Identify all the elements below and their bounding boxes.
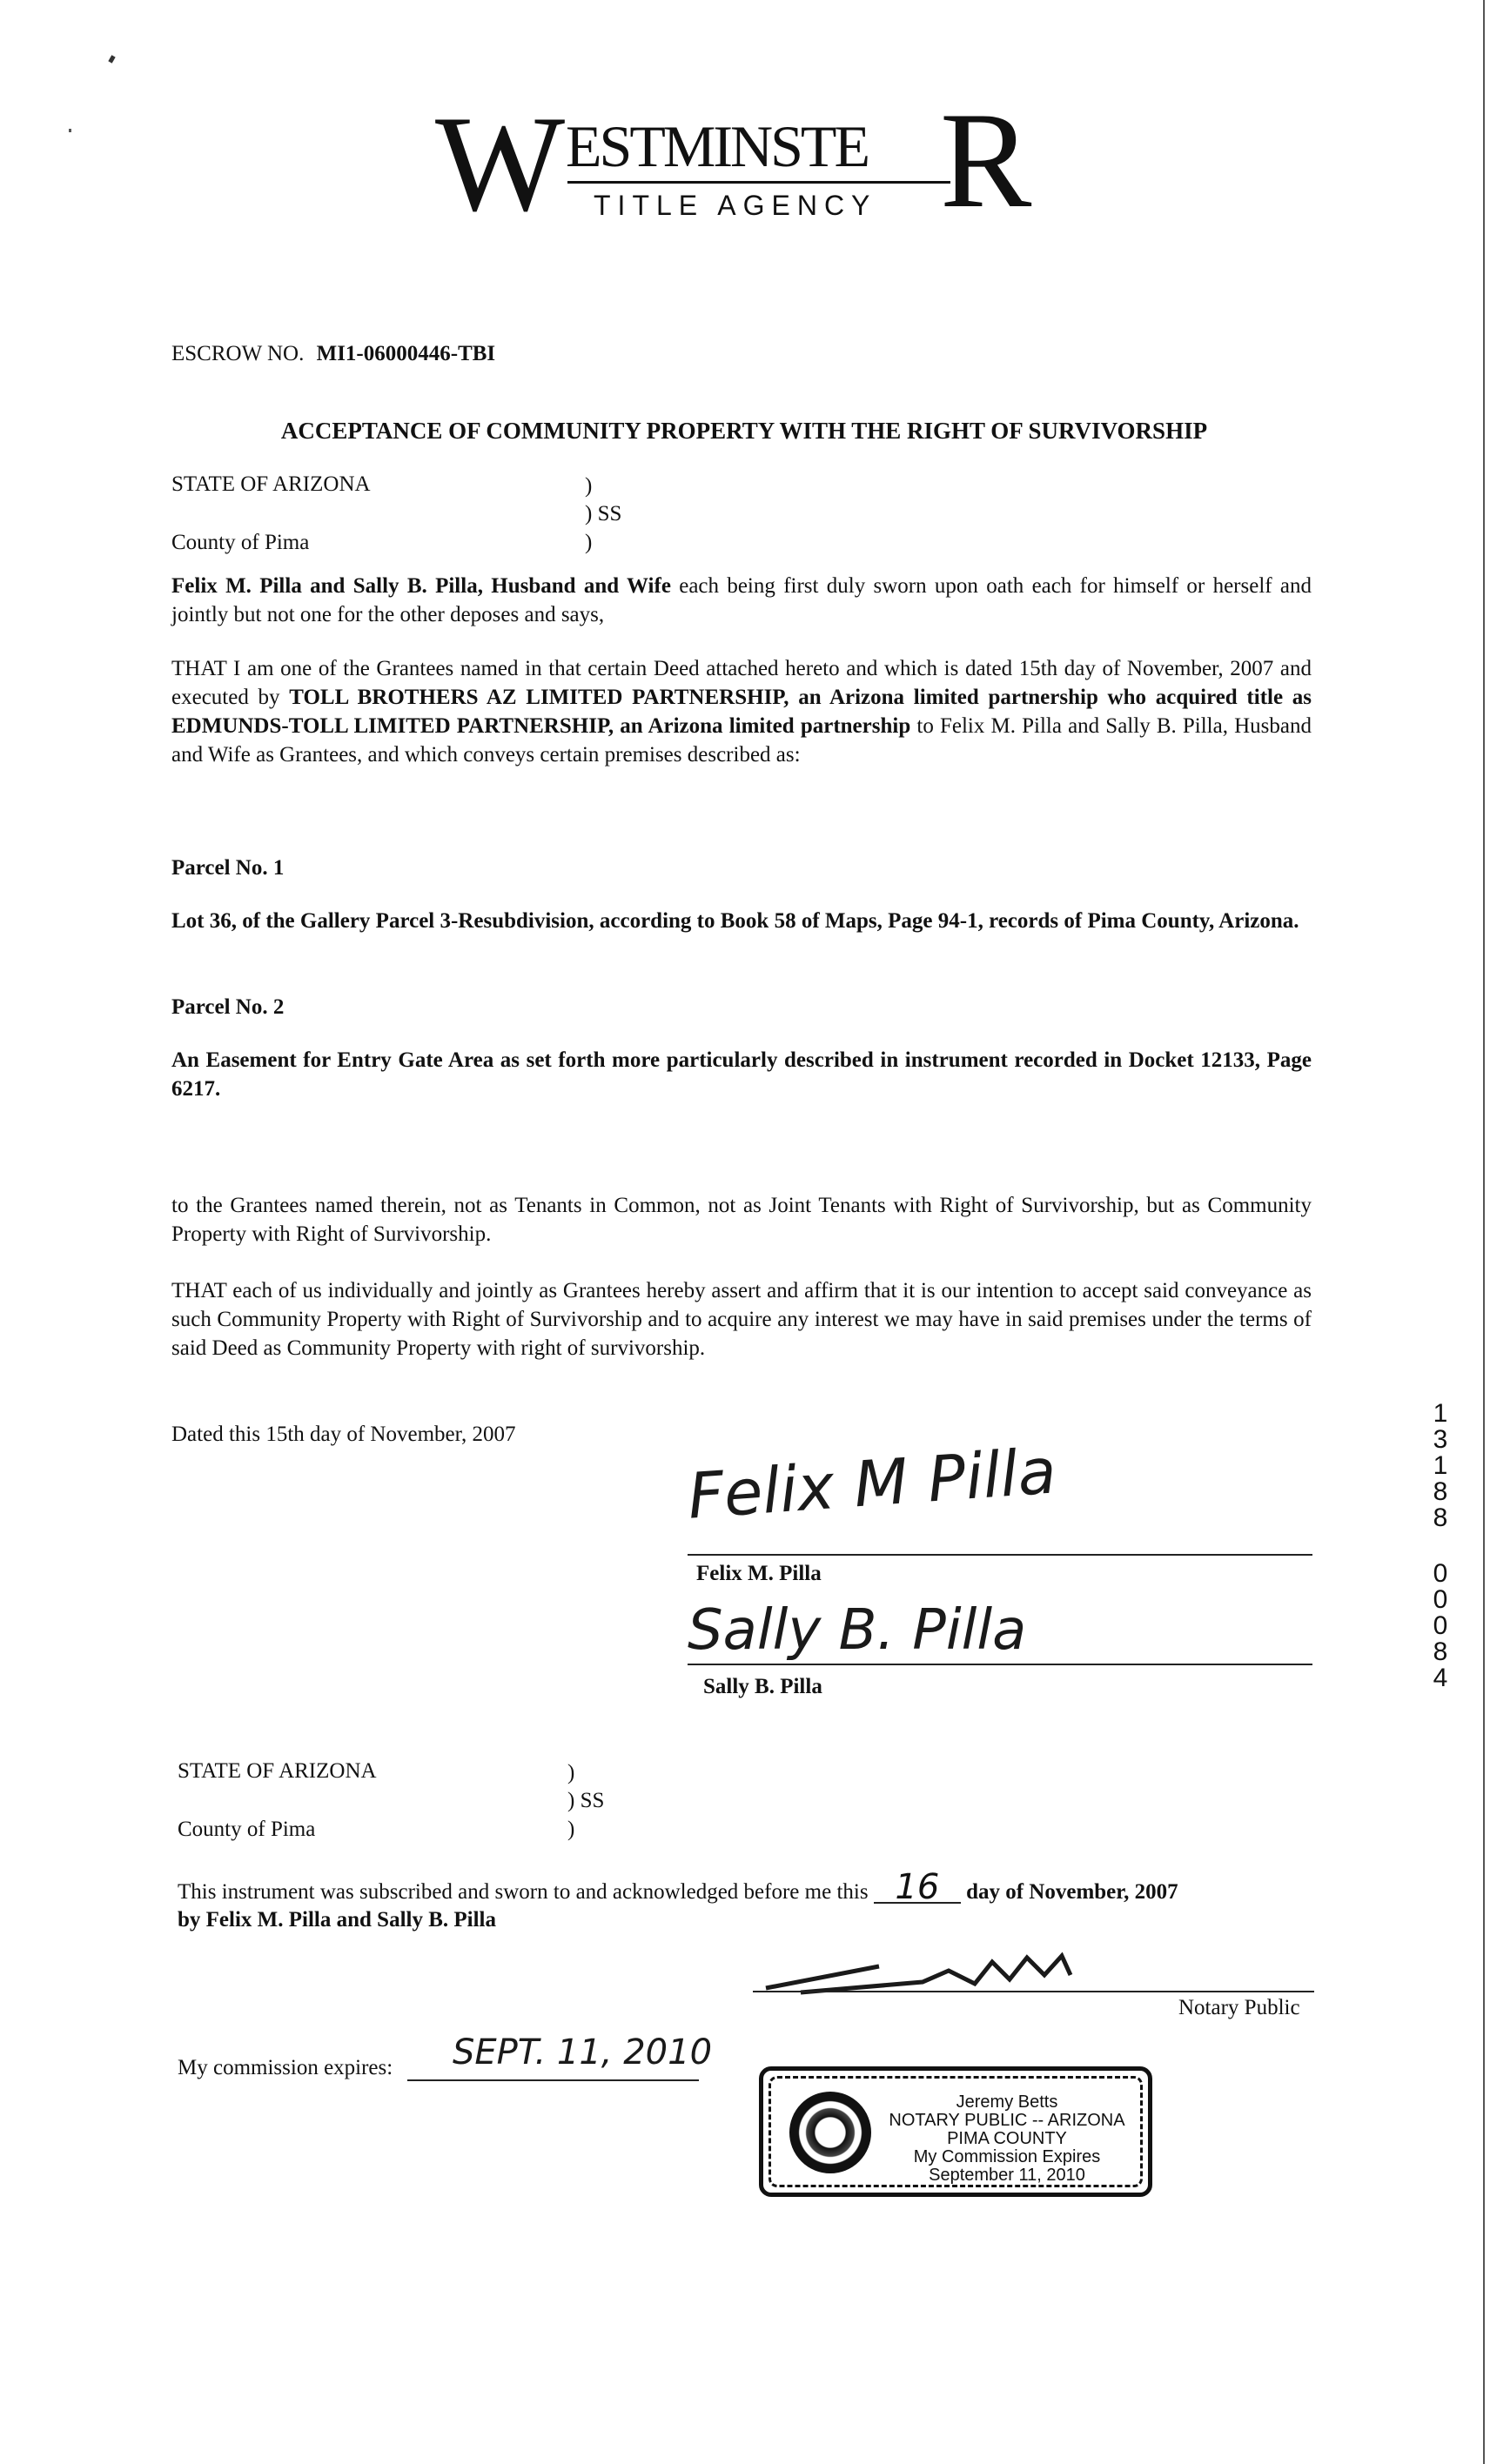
acknowledgment-by: by Felix M. Pilla and Sally B. Pilla	[178, 1908, 497, 1932]
grantor-names: TOLL BROTHERS AZ LIMITED PARTNERSHIP, an Arizona limited partnership who acquired title as EDMUNDS-TOLL LIMITED PARTNERSHIP, an Arizona limited partnership	[171, 686, 1312, 738]
stamp-title: NOTARY PUBLIC -- ARIZONA	[889, 2111, 1125, 2130]
logo-final: R	[940, 84, 1032, 237]
recording-number-bottom: 00084	[1433, 1559, 1448, 1692]
logo-divider	[567, 181, 950, 184]
stamp-county: PIMA COUNTY	[947, 2129, 1067, 2148]
affiant-oath: each being first duly sworn upon oath each for himself or herself and jointly but not one for the other deposes and says,	[171, 574, 1312, 626]
parcel-1-text: Lot 36, of the Gallery Parcel 3-Resubdivision, according to Book 58 of Maps, Page 94-1, records of Pima County, Arizona.	[171, 909, 1299, 933]
sally-name: Sally B. Pilla	[703, 1675, 822, 1698]
ack-day-handwritten: 16	[874, 1873, 961, 1904]
venue-paren: )	[567, 1818, 575, 1841]
commission-label: My commission expires:	[178, 2056, 393, 2079]
parcel-2-text: An Easement for Entry Gate Area as set forth more particularly described in instrument recorded in Docket 12133, Page 6217.	[171, 1048, 1312, 1101]
venue-paren: )	[585, 531, 593, 554]
deed-paragraph	[171, 654, 1312, 769]
sally-signature-line	[688, 1664, 1312, 1665]
ack-suffix: day of November, 2007	[960, 1880, 1178, 1904]
venue-paren: )	[585, 474, 593, 498]
parcel-1-label: Parcel No. 1	[171, 856, 285, 880]
venue-ss: ) SS	[585, 502, 622, 526]
escrow-line	[171, 339, 495, 368]
commission-date-handwritten: SEPT. 11, 2010	[453, 2032, 713, 2072]
felix-name: Felix M. Pilla	[696, 1562, 822, 1585]
logo-initial: W	[435, 88, 566, 240]
stamp-expiry: September 11, 2010	[929, 2166, 1085, 2185]
scan-mark	[108, 55, 115, 63]
scan-mark	[69, 129, 71, 132]
commission-line	[407, 2079, 699, 2081]
logo-middle: ESTMINSTE	[566, 113, 868, 179]
notary-public-label: Notary Public	[1178, 1996, 1300, 2019]
venue-county: County of Pima	[178, 1818, 316, 1841]
deed-text-2: to Felix M. Pilla and Sally B. Pilla, Husband and Wife as Grantees, and which conveys certain premises described as:	[171, 714, 1312, 767]
escrow-number: MI1-06000446-TBI	[316, 342, 496, 365]
felix-signature: Felix M Pilla	[685, 1434, 1059, 1533]
felix-signature-line	[688, 1554, 1312, 1556]
affiant-names: Felix M. Pilla and Sally B. Pilla, Husband and Wife	[171, 574, 671, 598]
document-title: ACCEPTANCE OF COMMUNITY PROPERTY WITH THE RIGHT OF SURVIVORSHIP	[280, 418, 1208, 444]
notary-signature-line	[753, 1991, 1314, 1992]
escrow-label: ESCROW NO.	[171, 342, 305, 365]
venue-county: County of Pima	[171, 531, 310, 554]
notary-stamp	[759, 2066, 1152, 2197]
page-edge	[1483, 0, 1485, 2464]
venue-state: STATE OF ARIZONA	[178, 1759, 377, 1783]
notary-signature	[748, 1940, 1158, 2010]
stamp-name: Jeremy Betts	[956, 2092, 1058, 2112]
recording-number-top: 13188	[1433, 1399, 1448, 1532]
sally-signature: Sally B. Pilla	[688, 1598, 1027, 1663]
logo-subtitle: TITLE AGENCY	[594, 190, 877, 221]
westminster-logo	[435, 84, 1062, 244]
deed-text-1: THAT I am one of the Grantees named in that certain Deed attached hereto and which is dated 15th day of November, 2007 and executed by	[171, 657, 1312, 709]
grantees-paragraph: to the Grantees named therein, not as Tenants in Common, not as Joint Tenants with Right of Survivorship, but as Community Property with Right of Survivorship.	[171, 1194, 1312, 1246]
affirmation-paragraph: THAT each of us individually and jointly as Grantees hereby assert and affirm that it is our intention to accept said conveyance as such Community Property with Right of Survivorship and to acquire any interest we may have in said premises under the terms of said Deed as Community Property with right of survivorship.	[171, 1279, 1312, 1360]
dated-line: Dated this 15th day of November, 2007	[171, 1423, 516, 1446]
venue-ss: ) SS	[567, 1789, 605, 1812]
ack-prefix: This instrument was subscribed and sworn to and acknowledged before me this	[178, 1880, 874, 1904]
venue-paren: )	[567, 1761, 575, 1784]
recording-number	[1432, 1401, 1449, 1691]
arizona-seal-icon	[789, 2092, 871, 2173]
affiants-paragraph	[171, 572, 1312, 629]
stamp-text-block	[876, 2093, 1138, 2185]
parcel-2-label: Parcel No. 2	[171, 995, 285, 1019]
venue-state: STATE OF ARIZONA	[171, 472, 371, 496]
acknowledgment-line	[178, 1867, 1178, 1907]
stamp-commission: My Commission Expires	[913, 2147, 1101, 2166]
